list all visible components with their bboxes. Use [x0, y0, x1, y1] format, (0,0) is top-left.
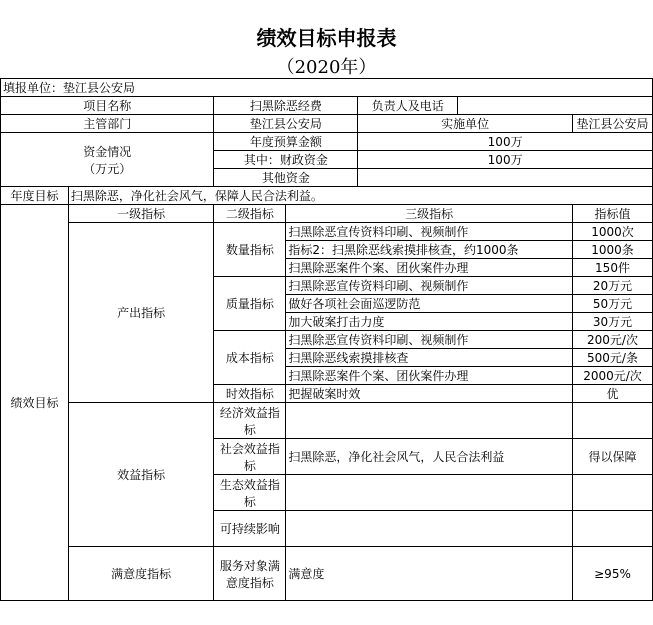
- level3-0-1-2: 加大破案打击力度: [286, 313, 573, 331]
- value-0-0-2: 150件: [573, 259, 653, 277]
- level3-2-0-0: 满意度: [286, 547, 573, 601]
- level3-0-2-1: 扫黑除恶线索摸排核查: [286, 349, 573, 367]
- dept-label: 主管部门: [1, 115, 214, 133]
- hdr-value: 指标值: [573, 205, 653, 223]
- annual-goal-value: 扫黑除恶，净化社会风气，保障人民合法利益。: [68, 187, 652, 205]
- contact-label: 负责人及电话: [358, 97, 458, 115]
- level2-1-0: 经济效益指标: [214, 403, 286, 439]
- level3-0-3-0: 把握破案时效: [286, 385, 573, 403]
- level3-0-0-1: 指标2：扫黑除恶线索摸排核查，约1000条: [286, 241, 573, 259]
- value-0-3-0: 优: [573, 385, 653, 403]
- level3-0-2-2: 扫黑除恶案件个案、团伙案件办理: [286, 367, 573, 385]
- value-0-1-2: 30万元: [573, 313, 653, 331]
- level3-0-2-0: 扫黑除恶宣传资料印刷、视频制作: [286, 331, 573, 349]
- level1-1: 效益指标: [68, 403, 214, 547]
- level3-1-1-0: 扫黑除恶，净化社会风气，人民合法利益: [286, 439, 573, 475]
- page-title: 绩效目标申报表: [256, 26, 397, 50]
- contact-value: [458, 97, 653, 115]
- hdr-l1: 一级指标: [68, 205, 214, 223]
- level2-1-2: 生态效益指标: [214, 475, 286, 511]
- unit-label: 填报单位：垫江县公安局: [1, 79, 653, 97]
- value-0-1-0: 20万元: [573, 277, 653, 295]
- value-0-1-1: 50万元: [573, 295, 653, 313]
- fund-label: [1, 133, 214, 187]
- level3-1-3-0: [286, 511, 573, 547]
- page-subtitle: （2020年）: [276, 57, 377, 78]
- level1-0: 产出指标: [68, 223, 214, 403]
- level3-0-0-0: 扫黑除恶宣传资料印刷、视频制作: [286, 223, 573, 241]
- dept-value: 垫江县公安局: [214, 115, 358, 133]
- fiscal-label: 其中：财政资金: [214, 151, 358, 169]
- value-0-2-1: 500元/条: [573, 349, 653, 367]
- level2-2-0: 服务对象满意度指标: [214, 547, 286, 601]
- level2-1-1: 社会效益指标: [214, 439, 286, 475]
- value-2-0-0: ≥95%: [573, 547, 653, 601]
- impl-label: 实施单位: [358, 115, 573, 133]
- form-table: [0, 78, 653, 601]
- level3-1-2-0: [286, 475, 573, 511]
- level1-2: 满意度指标: [68, 547, 214, 601]
- impl-value: 垫江县公安局: [573, 115, 653, 133]
- level3-0-0-2: 扫黑除恶案件个案、团伙案件办理: [286, 259, 573, 277]
- value-1-1-0: 得以保障: [573, 439, 653, 475]
- level2-0-2: 成本指标: [214, 331, 286, 385]
- value-1-0-0: [573, 403, 653, 439]
- value-1-3-0: [573, 511, 653, 547]
- fiscal-value: 100万: [358, 151, 653, 169]
- level3-0-1-1: 做好各项社会面巡逻防范: [286, 295, 573, 313]
- value-0-0-1: 1000条: [573, 241, 653, 259]
- fund-label-unit: （万元）: [83, 161, 132, 176]
- other-label: 其他资金: [214, 169, 358, 187]
- perf-label: 绩效目标: [1, 205, 69, 601]
- level2-0-3: 时效指标: [214, 385, 286, 403]
- hdr-l3: 三级指标: [286, 205, 573, 223]
- value-0-2-2: 2000元/次: [573, 367, 653, 385]
- level2-1-3: 可持续影响: [214, 511, 286, 547]
- value-1-2-0: [573, 475, 653, 511]
- annual-goal-label: 年度目标: [1, 187, 69, 205]
- level2-0-1: 质量指标: [214, 277, 286, 331]
- budget-label: 年度预算金额: [214, 133, 358, 151]
- level3-1-0-0: [286, 403, 573, 439]
- other-value: [358, 169, 653, 187]
- fund-label-main: 资金情况: [83, 144, 132, 159]
- project-name-value: 扫黑除恶经费: [214, 97, 358, 115]
- budget-value: 100万: [358, 133, 653, 151]
- project-name-label: 项目名称: [1, 97, 214, 115]
- value-0-0-0: 1000次: [573, 223, 653, 241]
- hdr-l2: 二级指标: [214, 205, 286, 223]
- value-0-2-0: 200元/次: [573, 331, 653, 349]
- level2-0-0: 数量指标: [214, 223, 286, 277]
- level3-0-1-0: 扫黑除恶宣传资料印刷、视频制作: [286, 277, 573, 295]
